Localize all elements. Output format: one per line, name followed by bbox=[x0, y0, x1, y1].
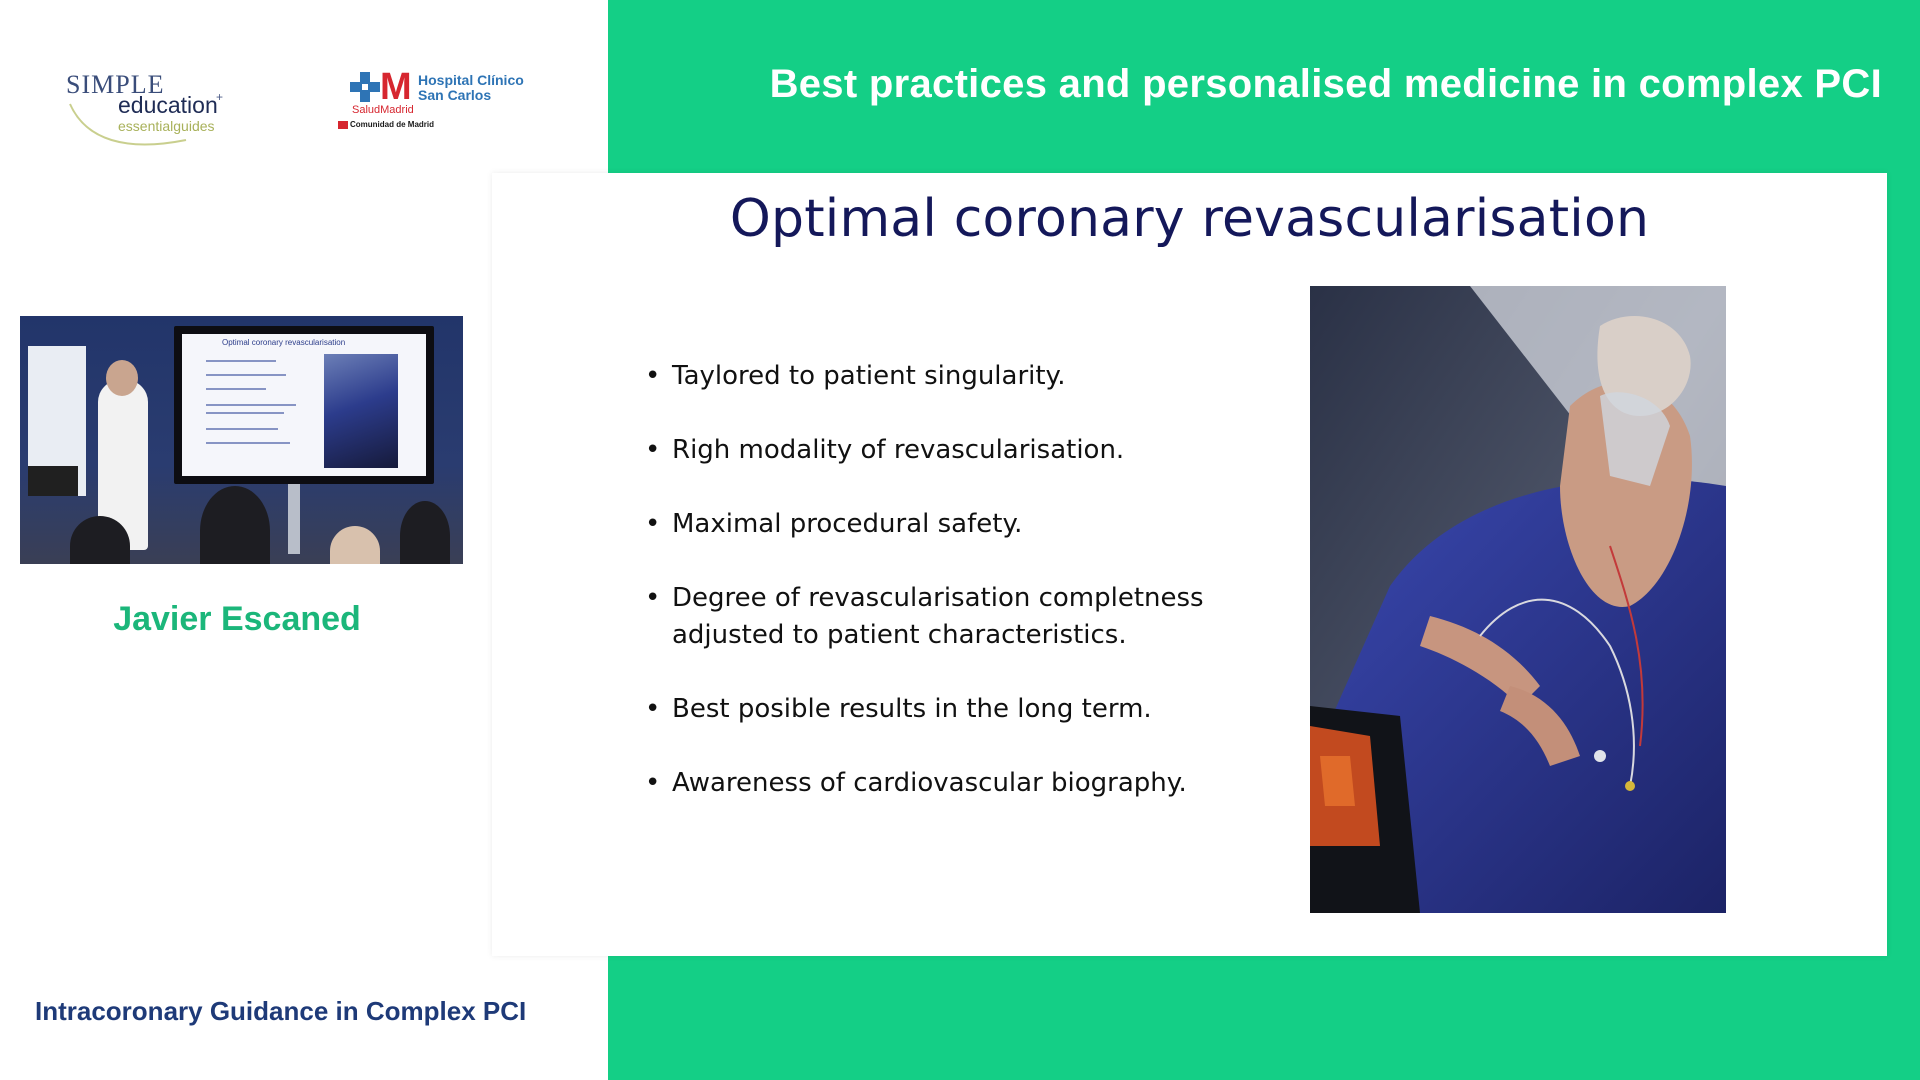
video-screen-line bbox=[206, 360, 276, 362]
video-screen-title: Optimal coronary revascularisation bbox=[222, 338, 346, 347]
salud-madrid-label: SaludMadrid bbox=[352, 104, 414, 116]
video-screen-line bbox=[206, 404, 296, 406]
slide-bullet: • Maximal procedural safety. bbox=[645, 506, 1245, 543]
slide-bullet: • Awareness of cardiovascular biography. bbox=[645, 765, 1245, 802]
patient-photo bbox=[1310, 286, 1726, 913]
slide-bullet: • Righ modality of revascularisation. bbox=[645, 432, 1245, 469]
video-screen-line bbox=[206, 388, 266, 390]
course-title: Intracoronary Guidance in Complex PCI bbox=[35, 996, 527, 1026]
hospital-clinico-logo bbox=[336, 66, 546, 140]
logo-essentialguides-word: essentialguides bbox=[118, 118, 215, 134]
hospital-name bbox=[418, 73, 524, 103]
logo-plus-mark: + bbox=[216, 90, 224, 104]
video-audience-member bbox=[400, 501, 450, 564]
video-presenter-head bbox=[106, 360, 138, 396]
slide-bullet: • Best posible results in the long term. bbox=[645, 691, 1245, 728]
patient-illustration bbox=[1310, 286, 1726, 913]
hospital-cross-icon bbox=[350, 72, 380, 102]
video-screen-line bbox=[206, 428, 278, 430]
comunidad-text: Comunidad de Madrid bbox=[350, 120, 434, 129]
video-screen-line bbox=[206, 412, 284, 414]
logo-education-word: education bbox=[118, 92, 218, 118]
logo-simple-word: SIMPLE bbox=[66, 70, 165, 99]
presentation-series-title: Best practices and personalised medicine in complex PCI bbox=[769, 62, 1882, 106]
video-projector-screen bbox=[174, 326, 434, 484]
video-screen-line bbox=[206, 374, 286, 376]
madrid-m-mark: M bbox=[380, 66, 412, 108]
video-screen-line bbox=[206, 442, 290, 444]
simple-education-logo bbox=[66, 70, 236, 150]
madrid-flag-icon bbox=[338, 121, 348, 129]
comunidad-madrid-label bbox=[338, 120, 434, 129]
hospital-name-line2: San Carlos bbox=[418, 87, 492, 103]
video-screen-photo bbox=[324, 354, 398, 468]
video-screen-stand bbox=[288, 484, 300, 554]
video-lectern bbox=[28, 466, 78, 496]
video-screen-slide bbox=[182, 334, 426, 476]
presentation-slide bbox=[492, 173, 1887, 956]
logo-swoosh-icon bbox=[66, 100, 196, 150]
speaker-video-feed[interactable] bbox=[20, 316, 463, 564]
slide-bullet: • Taylored to patient singularity. bbox=[645, 358, 1245, 395]
hospital-name-line1: Hospital Clínico bbox=[418, 72, 524, 88]
slide-title: Optimal coronary revascularisation bbox=[729, 189, 1650, 249]
speaker-name: Javier Escaned bbox=[113, 600, 361, 638]
slide-bullet-list bbox=[645, 358, 1245, 839]
slide-bullet: • Degree of revascularisation completness adjusted to patient characteristics. bbox=[645, 580, 1245, 654]
